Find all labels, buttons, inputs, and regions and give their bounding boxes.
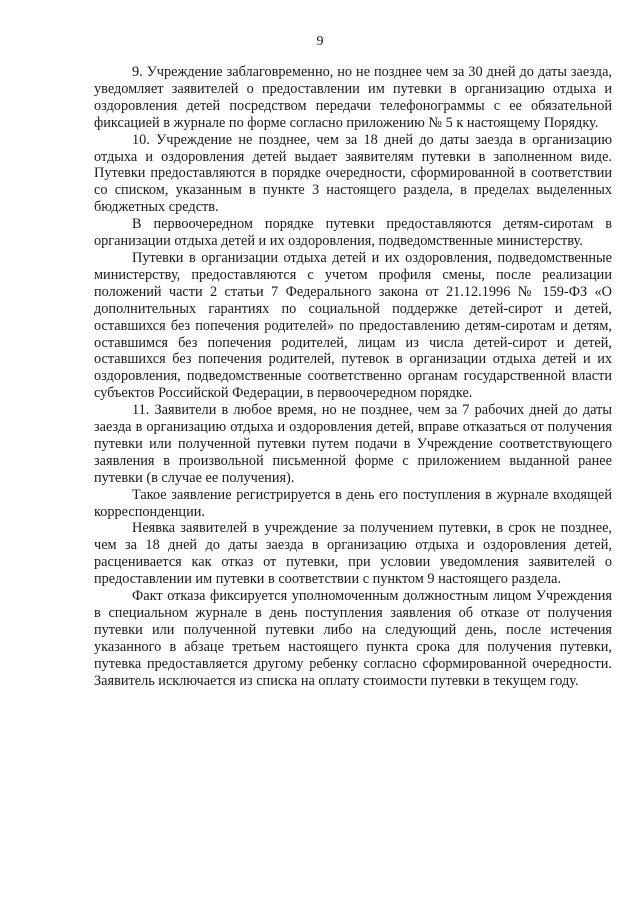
- paragraph-no-show: Неявка заявителей в учреждение за получением путевки, в срок не позднее, чем за 18 дней до даты заезда в организацию отдыха и оздоровления детей, расценивается как отказ от путевки, при условии уведомления заявителей о предоставлении им путевки в соответствии с пунктом 9 настоящего раздела.: [94, 520, 612, 588]
- paragraph-10: 10. Учреждение не позднее, чем за 18 дней до даты заезда в организацию отдыха и оздоровления детей выдает заявителям путевки в заполненном виде. Путевки предоставляются в порядке очередности, сформированной в соответствии со списком, указанным в пункте 3 настоящего раздела, в пределах выделенных бюджетных средств.: [94, 131, 612, 216]
- page-number: 9: [316, 34, 324, 49]
- paragraph-registration: Такое заявление регистрируется в день его поступления в журнале входящей корреспонденции.: [94, 486, 612, 520]
- paragraph-refusal-record: Факт отказа фиксируется уполномоченным должностным лицом Учреждения в специальном журнале в день поступления заявления об отказе от получения путевки или полученной путевки либо на следующий день, после истечения указанного в абзаце третьем настоящего пункта срока для получения путевки, путевка предоставляется другому ребенку согласно сформированной очередности. Заявитель исключается из списка на оплату стоимости путевки в текущем году.: [94, 588, 612, 689]
- document-body: [94, 64, 612, 690]
- paragraph-priority-orphans: В первоочередном порядке путевки предоставляются детям-сиротам в организации отдыха детей и их оздоровления, подведомственные министерству.: [94, 216, 612, 250]
- paragraph-11: 11. Заявители в любое время, но не позднее, чем за 7 рабочих дней до даты заезда в организацию отдыха и оздоровления детей, вправе отказаться от получения путевки или полученной путевки путем подачи в Учреждение соответствующего заявления в произвольной письменной форме с приложением выданной ранее путевки (в случае ее получения).: [94, 402, 612, 486]
- paragraph-9: 9. Учреждение заблаговременно, но не позднее чем за 30 дней до даты заезда, уведомляет заявителей о предоставлении им путевки в организацию отдыха и оздоровления детей посредством передачи телефонограммы с ее обязательной фиксацией в журнале по форме согласно приложению № 5 к настоящему Порядку.: [94, 64, 612, 131]
- paragraph-vouchers-profile: Путевки в организации отдыха детей и их оздоровления, подведомственные министерству, предоставляются с учетом профиля смены, после реализации положений части 2 статьи 7 Федерального закона от 21.12.1996 № 159-ФЗ «О дополнительных гарантиях по социальной поддержке детей-сирот и детей, оставшихся без попечения родителей» по предоставлению детям-сиротам и детям, оставшимся без попечения родителей, лицам из числа детей-сирот и детей, оставшихся без попечения родителей, путевок в организации отдыха детей и их оздоровления, подведомственные соответственно органам государственной власти субъектов Российской Федерации, в первоочередном порядке.: [94, 249, 612, 402]
